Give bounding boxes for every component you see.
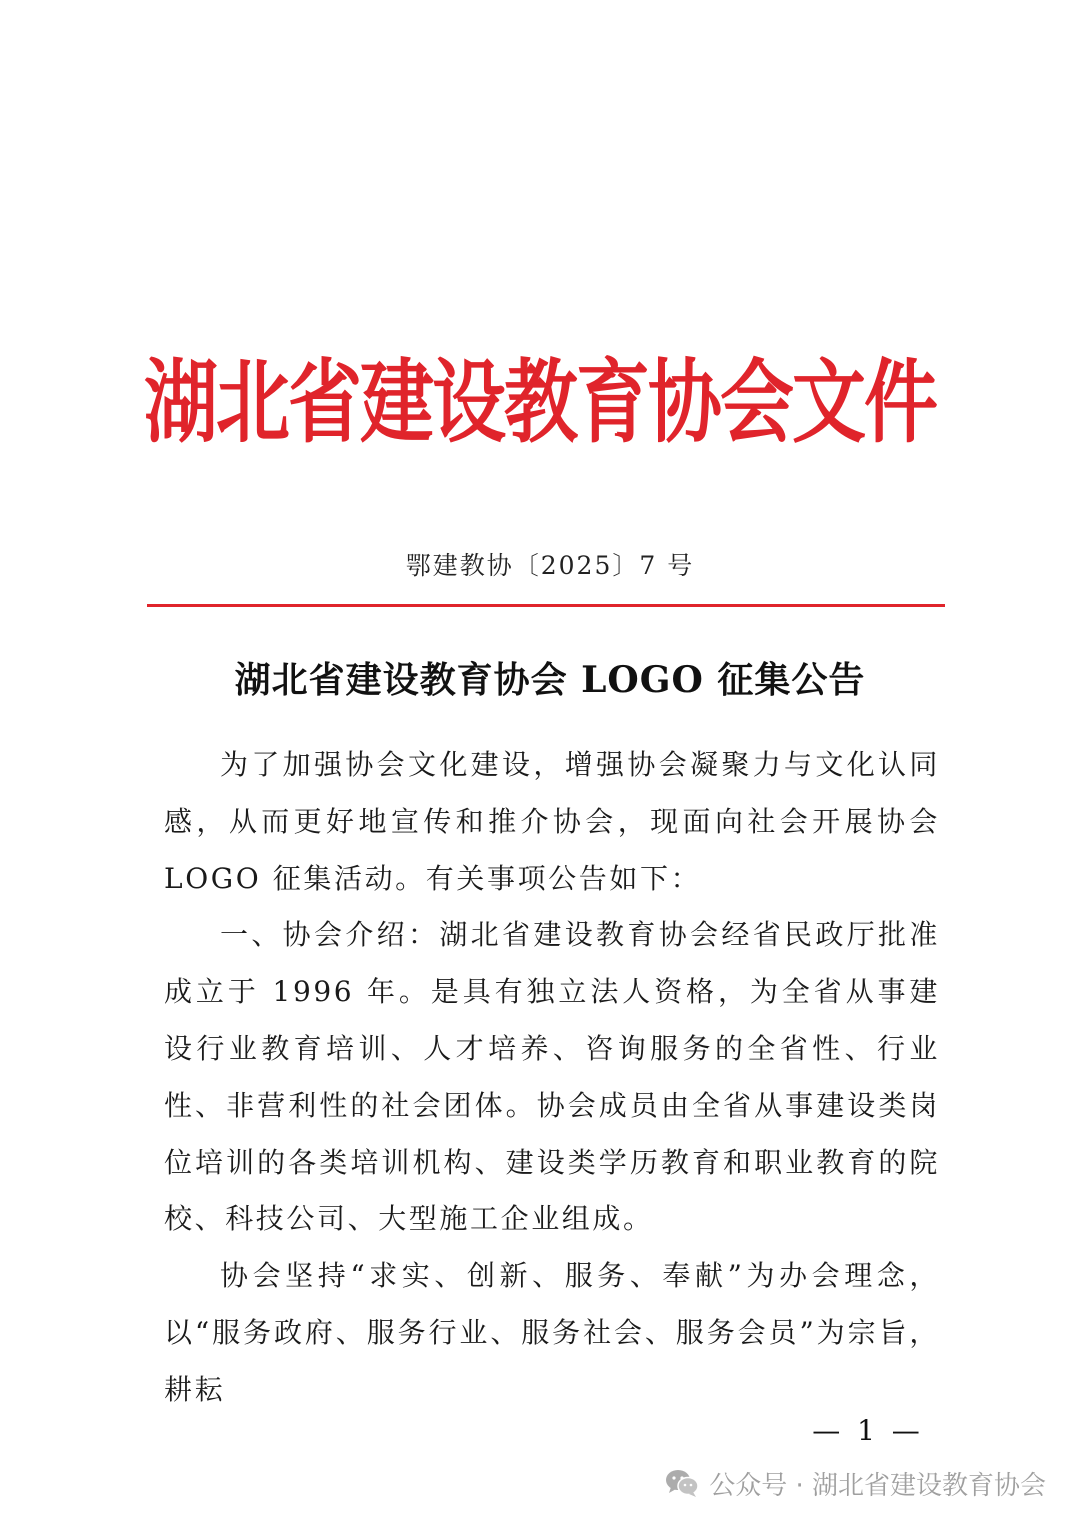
paragraph-philosophy: 协会坚持“求实、创新、服务、奉献”为办会理念，以“服务政府、服务行业、服务社会、服务会员”为宗旨，耕耘 bbox=[164, 1259, 940, 1406]
masthead-title: 湖北省建设教育协会文件 bbox=[144, 350, 936, 456]
page-number: — 1 — bbox=[812, 1414, 924, 1447]
paragraph-association-intro: 一、协会介绍：湖北省建设教育协会经省民政厅批准成立于 1996 年。是具有独立法人资格，为全省从事建设行业教育培训、人才培养、咨询服务的全省性、行业性、非营利性的社会团体。协会成员由全省从事建设类岗位培训的各类培训机构、建设类学历教育和职业教育的院校、科技公司、大型施工企业组成。 bbox=[164, 918, 940, 1236]
document-title: 湖北省建设教育协会 LOGO 征集公告 bbox=[234, 659, 866, 701]
paragraph-intro: 为了加强协会文化建设，增强协会凝聚力与文化认同感，从而更好地宣传和推介协会，现面向社会开展协会 LOGO 征集活动。有关事项公告如下： bbox=[164, 748, 940, 895]
body-text bbox=[164, 737, 940, 1419]
watermark-text: 公众号 · 湖北省建设教育协会 bbox=[709, 1470, 1046, 1501]
red-divider-line bbox=[147, 604, 945, 607]
wechat-icon bbox=[665, 1468, 699, 1498]
document-number: 鄂建教协〔2025〕7 号 bbox=[405, 551, 695, 580]
wechat-watermark bbox=[665, 1463, 1046, 1503]
